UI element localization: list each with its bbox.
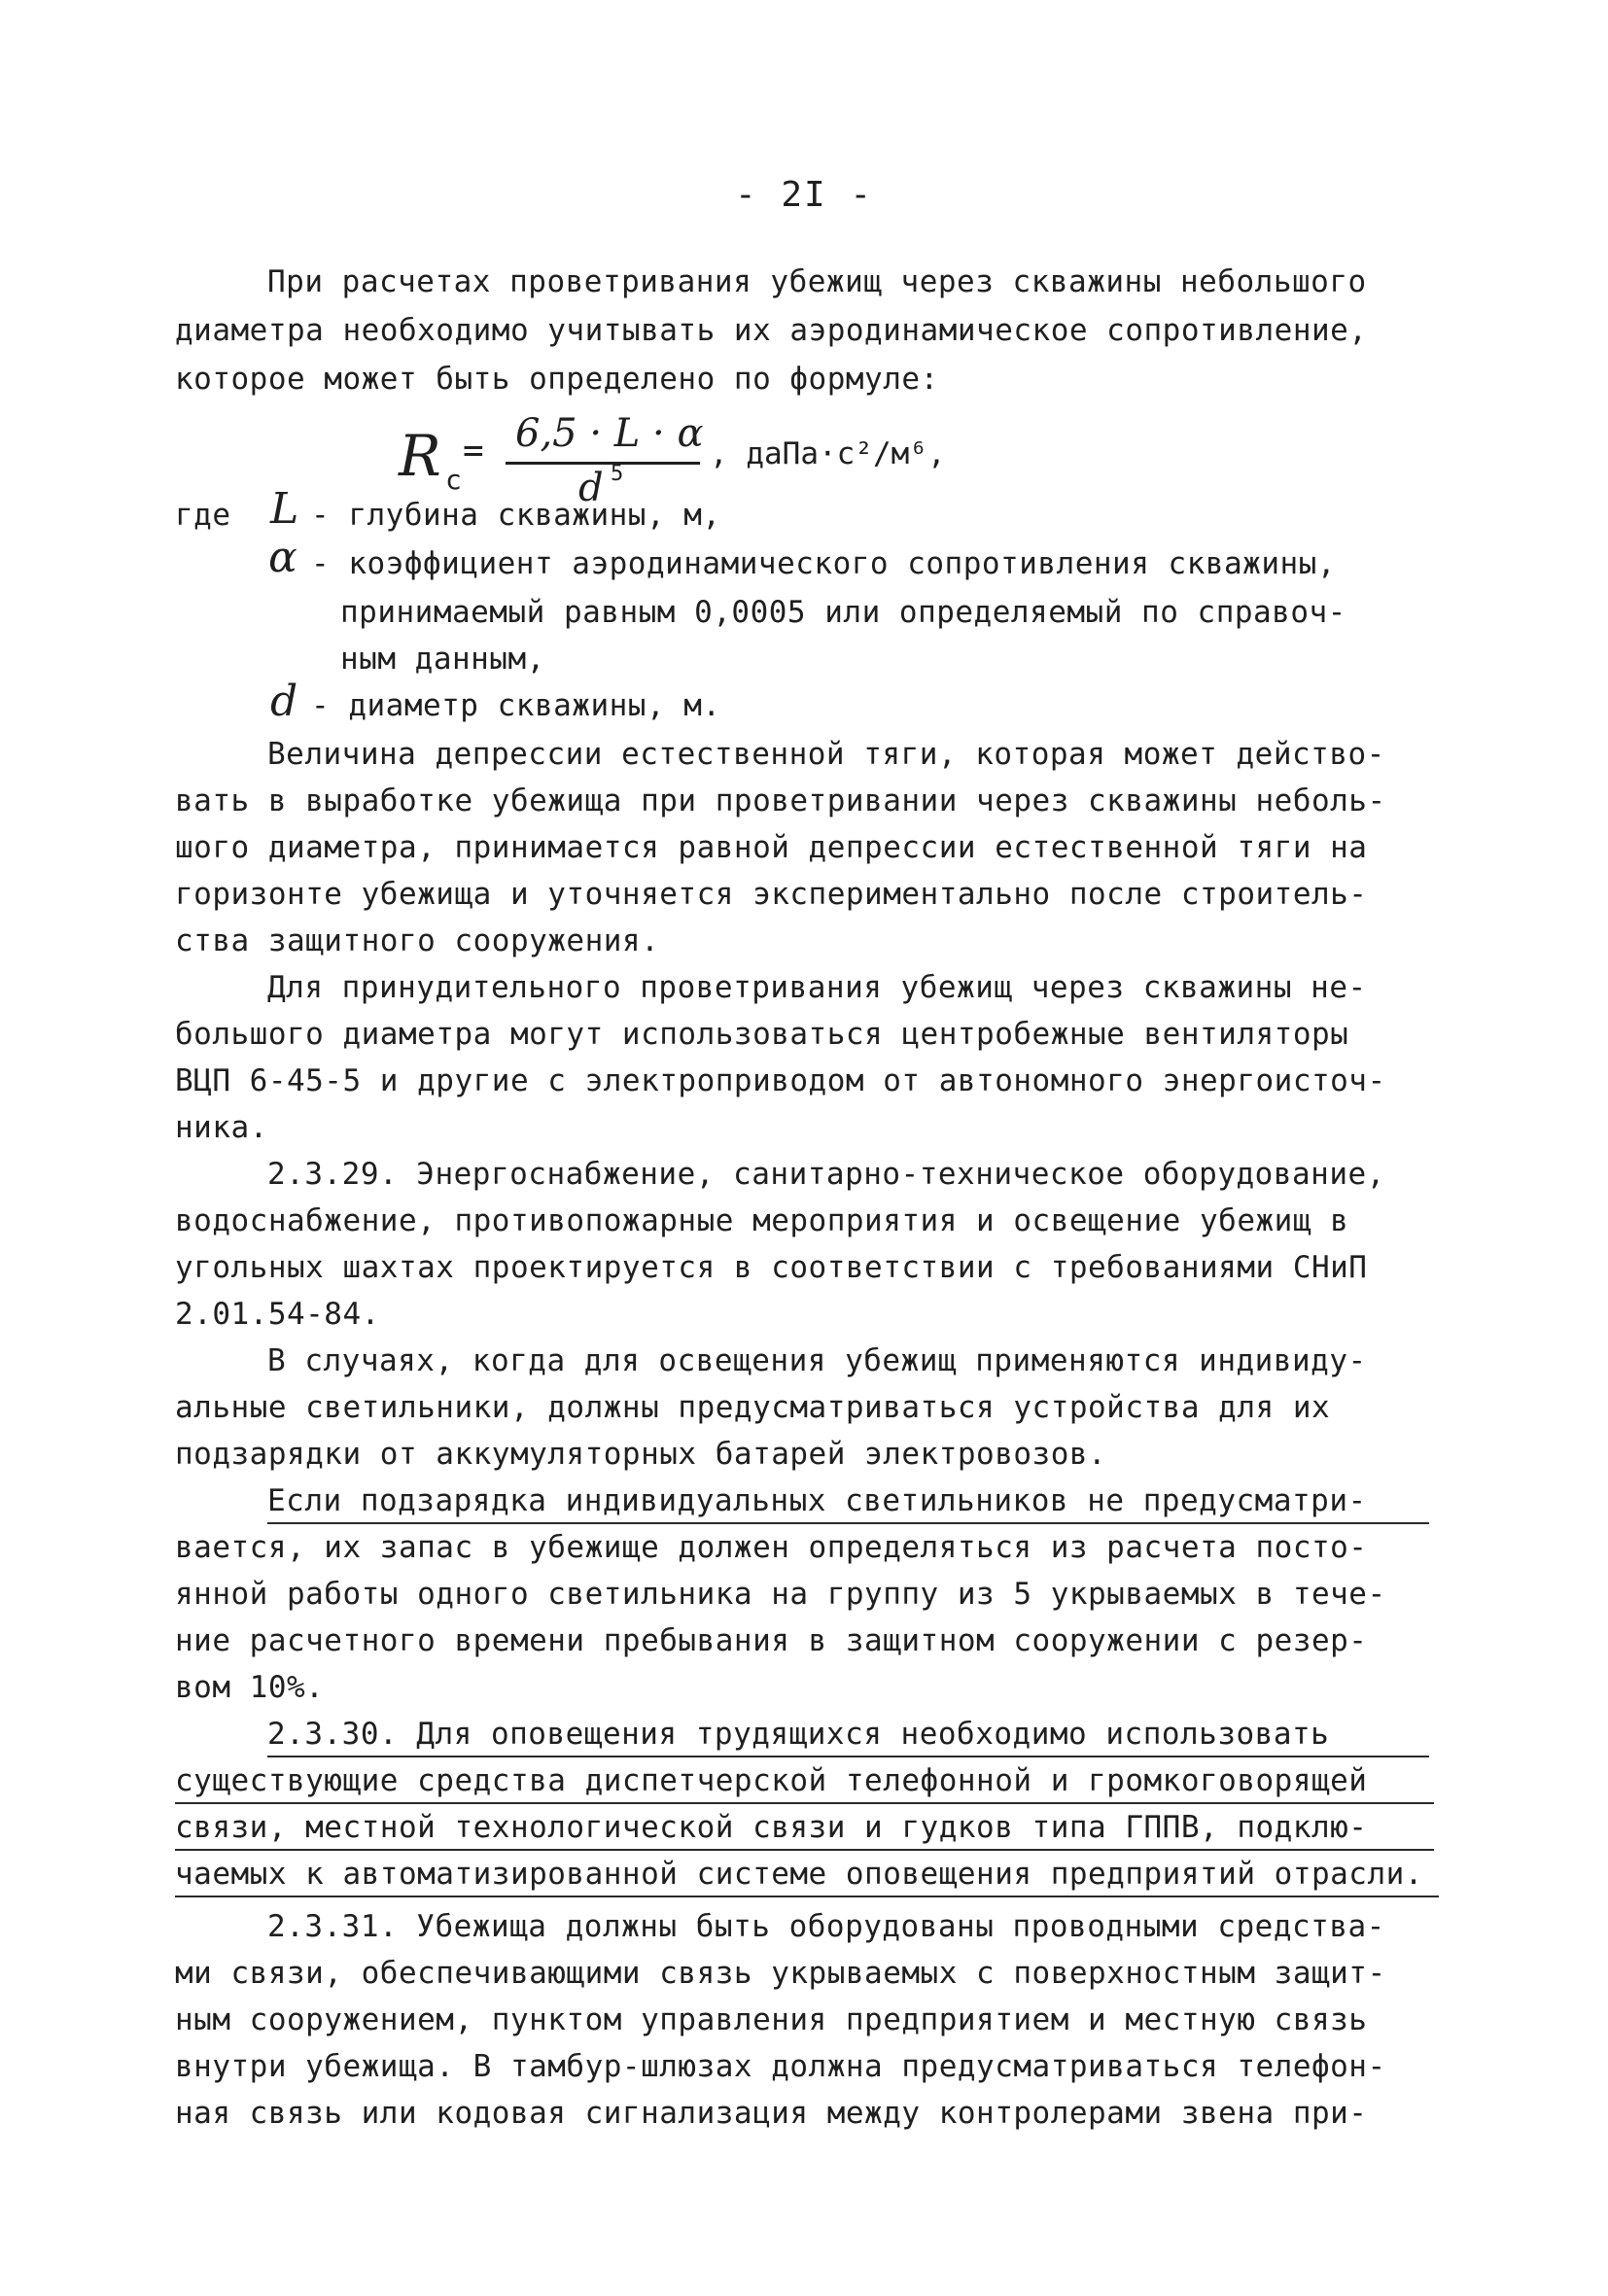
paragraph-line: внутри убежища. В тамбур-шлюзах должна предусматриваться телефон- (175, 2049, 1386, 2084)
paragraph-line: 2.3.31. Убежища должны быть оборудованы проводными средства- (267, 1909, 1385, 1944)
paragraph-line: ная связь или кодовая сигнализация между контролерами звена при- (175, 2096, 1368, 2131)
paragraph-line: ВЦП 6-45-5 и другие с электроприводом от автономного энергоисточ- (175, 1063, 1386, 1098)
formula-lhs: R (399, 423, 441, 489)
where-label: где (175, 498, 231, 533)
paragraph-line: ным сооружением, пунктом управления предприятием и местную связь (175, 2002, 1368, 2037)
paragraph-line: вать в выработке убежища при проветривании через скважины неболь- (175, 783, 1386, 818)
formula-equals: = (463, 431, 484, 470)
page-number: - 2I - (734, 175, 874, 215)
paragraph-line: янной работы одного светильника на группу из 5 укрываемых в тече- (175, 1577, 1386, 1612)
underline-rule (175, 1849, 1434, 1851)
paragraph-line: 2.3.30. Для оповещения трудящихся необходимо использовать (267, 1717, 1330, 1752)
fraction-bar (506, 462, 700, 465)
paragraph-line: большого диаметра могут использоваться центробежные вентиляторы (175, 1017, 1349, 1052)
underline-rule (267, 1756, 1429, 1757)
formula-denominator: d (578, 466, 604, 510)
underline-rule (267, 1522, 1429, 1524)
symbol-L: L (270, 484, 299, 534)
formula-numerator: 6,5 · L · α (515, 411, 704, 456)
paragraph-line: 2.01.54-84. (175, 1297, 380, 1332)
symbol-alpha: α (268, 533, 297, 582)
paragraph-line: ние расчетного времени пребывания в защитном сооружении с резер- (175, 1623, 1368, 1658)
paragraph-line: При расчетах проветривания убежищ через скважины небольшого (267, 264, 1367, 299)
paragraph-line: диаметра необходимо учитывать их аэродинамическое сопротивление, (175, 313, 1368, 348)
paragraph-line: угольных шахтах проектируется в соответствии с требованиями СНиП (175, 1250, 1368, 1285)
formula-denominator-exponent: 5 (611, 462, 624, 486)
paragraph-line: В случаях, когда для освещения убежищ применяются индивиду- (267, 1343, 1367, 1378)
paragraph-line: существующие средства диспетчерской телефонной и громкоговорящей (175, 1763, 1368, 1798)
paragraph-line: вается, их запас в убежище должен определяться из расчета посто- (175, 1530, 1368, 1565)
paragraph-line: чаемых к автоматизированной системе оповещения предприятий отрасли. (175, 1857, 1423, 1892)
paragraph-line: связи, местной технологической связи и гудков типа ГППВ, подклю- (175, 1810, 1368, 1845)
formula-lhs-subscript: c (445, 464, 462, 496)
paragraph-line: Величина депрессии естественной тяги, которая может действо- (267, 737, 1385, 772)
paragraph-line: 2.3.29. Энергоснабжение, санитарно-техническое оборудование, (267, 1157, 1385, 1192)
paragraph-line: Если подзарядка индивидуальных светильников не предусматри- (267, 1483, 1367, 1518)
paragraph-line: ства защитного сооружения. (175, 923, 660, 958)
resistance-formula (399, 403, 1079, 510)
definition-L: - глубина скважины, м, (311, 498, 721, 533)
paragraph-line: Для принудительного проветривания убежищ через скважины не- (267, 970, 1367, 1005)
paragraph-line: водоснабжение, противопожарные мероприятия и освещение убежищ в (175, 1203, 1349, 1238)
underline-rule (175, 1896, 1439, 1897)
definition-alpha-cont: принимаемый равным 0,0005 или определяемый по справоч- (340, 595, 1346, 630)
definition-alpha: - коэффициент аэродинамического сопротивления скважины, (311, 546, 1336, 581)
formula-units: , даПа·с²/м⁶, (710, 436, 946, 471)
underline-rule (175, 1802, 1434, 1804)
paragraph-line: ми связи, обеспечивающими связь укрываемых с поверхностным защит- (175, 1956, 1386, 1991)
paragraph-line: которое может быть определено по формуле: (175, 362, 939, 397)
paragraph-line: шого диаметра, принимается равной депрессии естественной тяги на (175, 830, 1368, 865)
paragraph-line: горизонте убежища и уточняется экспериментально после строитель- (175, 877, 1368, 912)
definition-d: - диаметр скважины, м. (311, 688, 721, 723)
definition-alpha-cont: ным данным, (340, 642, 545, 677)
paragraph-line: альные светильники, должны предусматриваться устройства для их (175, 1390, 1331, 1425)
symbol-d: d (270, 677, 298, 726)
paragraph-line: вом 10%. (175, 1670, 325, 1705)
paragraph-line: ника. (175, 1110, 268, 1145)
paragraph-line: подзарядки от аккумуляторных батарей электровозов. (175, 1437, 1107, 1472)
